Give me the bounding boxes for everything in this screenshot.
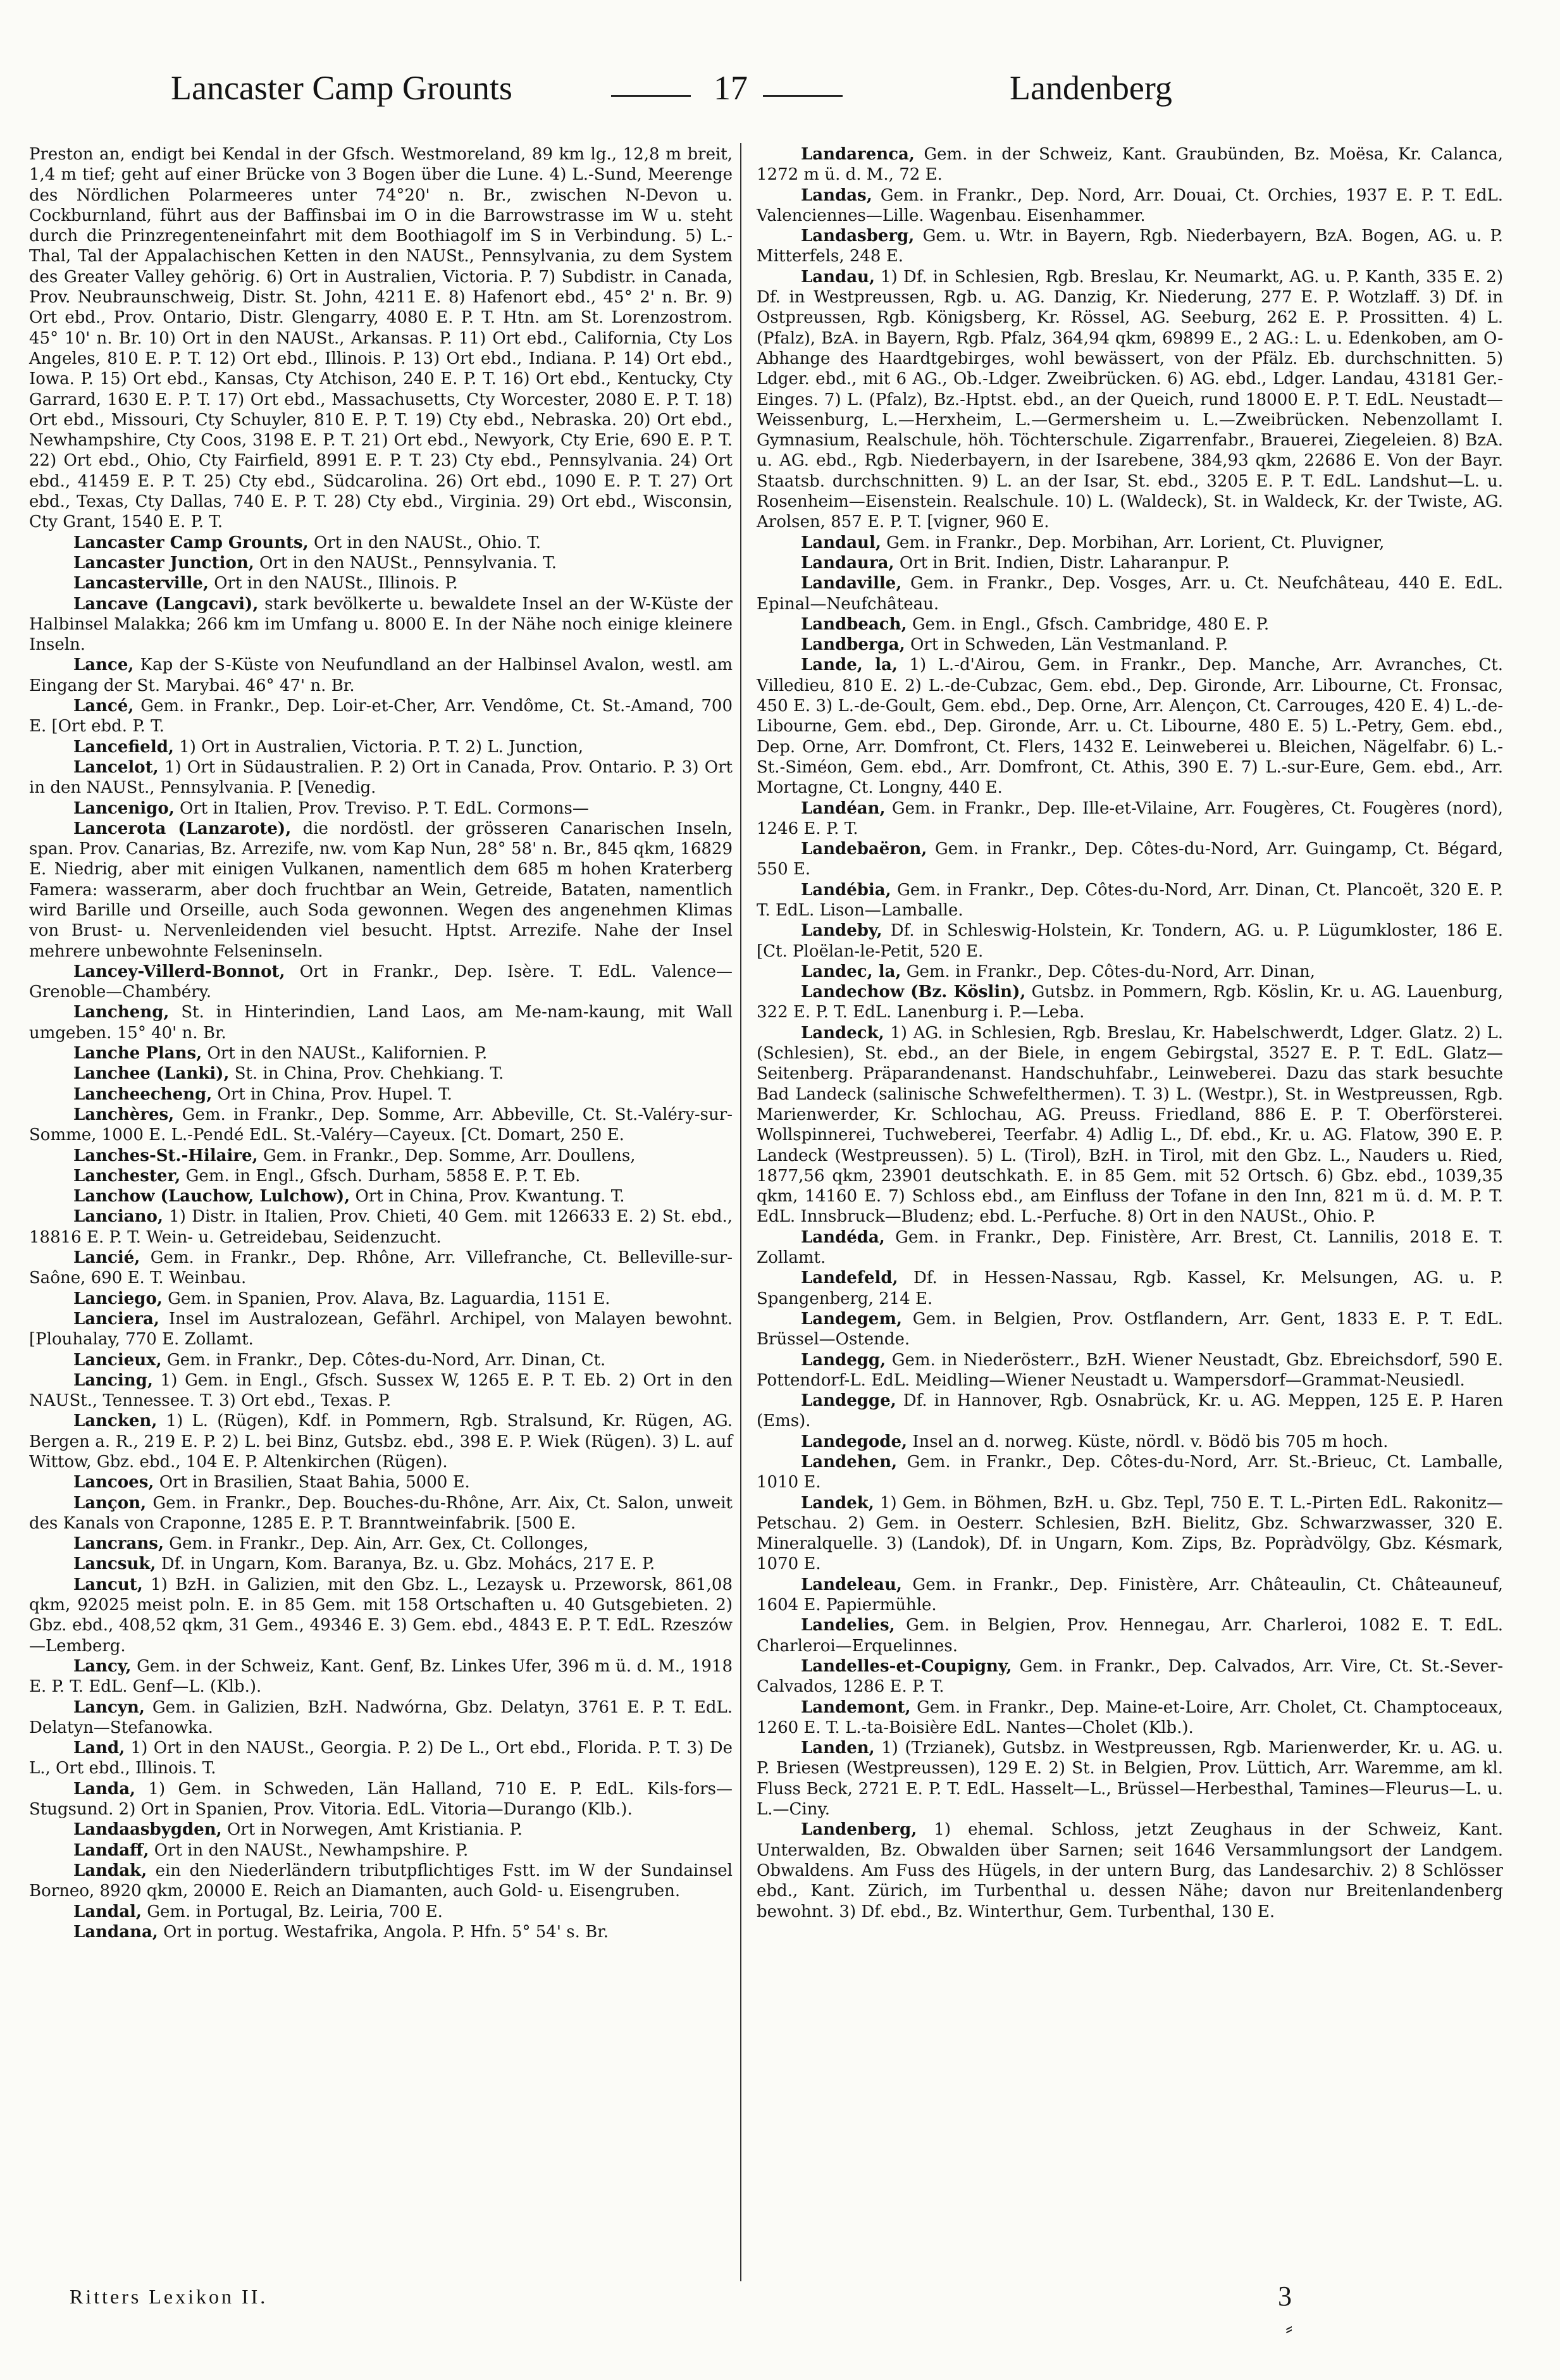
- dictionary-entry: [29, 553, 733, 573]
- entry-headword: Lancoes,: [73, 1473, 154, 1492]
- dictionary-entry: [757, 1452, 1503, 1493]
- entry-headword: Landegode,: [801, 1432, 908, 1451]
- entry-headword: Landegg,: [801, 1350, 886, 1370]
- dictionary-entry: [29, 1248, 733, 1289]
- entry-headword: Landechow (Bz. Köslin),: [801, 982, 1026, 1002]
- entry-text: die nordöstl. der grösseren Canarischen Inseln, span. Prov. Canarias, Bz. Arrezife, nw. vom Kap Nun, 28° 58' n. Br., 845 qkm, 16829 E. Niedrig, aber mit einigen Vulkanen, namentlich dem 685 m hohen Kraterberg Famera: wasserarm, aber doch fruchtbar an Wein, Getreide, Bataten, namentlich wird Barille und Orseille, auch Soda gewonnen. Wegen des angenehmen Klimas von Brust- u. Nervenleidenden viel besucht. Hptst. Arrezife. Nahe der Insel mehrere unbewohnte Felseninseln.: [29, 819, 733, 961]
- entry-headword: Landaville,: [801, 574, 902, 593]
- entry-text: Df. in Hessen-Nassau, Rgb. Kassel, Kr. Melsungen, AG. u. P. Spangenberg, 214 E.: [757, 1268, 1503, 1308]
- entry-headword: Landéan,: [801, 798, 886, 818]
- entry-headword: Landa,: [73, 1779, 136, 1799]
- entry-text: Gem. in Frankr., Dep. Ille-et-Vilaine, Arr. Fougères, Ct. Fougères (nord), 1246 E. P. T.: [757, 798, 1503, 838]
- signature-mark: 3: [1278, 2281, 1292, 2312]
- dictionary-entry: [757, 614, 1503, 635]
- dictionary-entry: [29, 757, 733, 798]
- dictionary-entry: [757, 553, 1503, 573]
- dictionary-entry: [29, 962, 733, 1003]
- entry-headword: Lancheecheng,: [73, 1084, 213, 1104]
- dictionary-entry: [29, 1493, 733, 1534]
- entry-text: Gem. in Galizien, BzH. Nadwórna, Gbz. Delatyn, 3761 E. P. T. EdL. Delatyn—Stefanowka.: [29, 1697, 733, 1737]
- dictionary-entry: [29, 1043, 733, 1063]
- dictionary-entry: [29, 1656, 733, 1697]
- dictionary-entry: [29, 1534, 733, 1554]
- dictionary-entry: [757, 1309, 1503, 1350]
- dictionary-entry: [29, 594, 733, 655]
- entry-text: Gem. in Spanien, Prov. Alava, Bz. Laguardia, 1151 E.: [162, 1289, 610, 1308]
- entry-headword: Land,: [73, 1739, 125, 1758]
- header-dash-left: [611, 95, 691, 97]
- entry-headword: Lancy,: [73, 1656, 132, 1676]
- entry-headword: Landbeach,: [801, 614, 907, 634]
- entry-text: Gem. in Frankr., Dep. Côtes-du-Nord, Arr. Dinan, Ct. Plancoët, 320 E. P. T. EdL. Lison—Lamballe.: [757, 880, 1503, 920]
- entry-headword: Lancsuk,: [73, 1554, 156, 1574]
- entry-headword: Landebaëron,: [801, 840, 927, 859]
- entry-text: ein den Niederländern tributpflichtiges Fstt. im W der Sundainsel Borneo, 8920 qkm, 20000 E. Reich an Diamanten, auch Gold- u. Eisengruben.: [29, 1861, 733, 1901]
- entry-text: 1) Gem. in Engl., Gfsch. Sussex W, 1265 E. P. T. Eb. 2) Ort in den NAUSt., Tennessee. T. 3) Ort ebd., Texas. P.: [29, 1370, 733, 1411]
- dictionary-entry: [757, 635, 1503, 655]
- entry-headword: Lancut,: [73, 1575, 143, 1594]
- entry-text: 1) L.-d'Airou, Gem. in Frankr., Dep. Manche, Arr. Avranches, Ct. Villedieu, 810 E. 2) L.-de-Cubzac, Gem. ebd., Dep. Gironde, Arr. Libourne, Ct. Fronsac, 450 E. 3) L.-de-Goult, Gem. ebd., Dep. Orne, Arr. Alençon, Ct. Carrouges, 420 E. 4) L.-de-Libourne, Gem. ebd., Dep. Gironde, Arr. u. Ct. Libourne, 480 E. 5) L.-Petry, Gem. ebd., Dep. Orne, Arr. Domfront, Ct. Flers, 1432 E. Leinweberei u. Bleichen, Nägelfabr. 6) L.-St.-Siméon, Gem. ebd., Arr. Domfront, Ct. Athis, 390 E. 7) L.-sur-Eure, Gem. ebd., Arr. Mortagne, Ct. Longny, 440 E.: [757, 655, 1503, 798]
- right-column: [757, 144, 1503, 1922]
- dictionary-entry: [757, 1493, 1503, 1575]
- entry-headword: Lanciego,: [73, 1289, 163, 1308]
- entry-text: Insel im Australozean, Gefährl. Archipel, von Malayen bewohnt. [Plouhalay, 770 E. Zollamt.: [29, 1309, 733, 1349]
- entry-headword: Lancave (Langcavi),: [73, 594, 259, 614]
- entry-text: 1) Gem. in Schweden, Län Halland, 710 E. P. EdL. Kils-fors—Stugsund. 2) Ort in Spanien, Prov. Vitoria. EdL. Vitoria—Durango (Klb.).: [29, 1779, 733, 1819]
- entry-text: 1) Df. in Schlesien, Rgb. Breslau, Kr. Neumarkt, AG. u. P. Kanth, 335 E. 2) Df. in Westpreussen, Rgb. u. AG. Danzig, Kr. Niederung, 277 E. P. Wotzlaff. 3) Df. in Ostpreussen, Rgb. Königsberg, Kr. Rössel, AG. Seeburg, 262 E. P. Prossitten. 4) L. (Pfalz), BzA. in Bayern, Rgb. Pfalz, 364,94 qkm, 69899 E., 2 AG.: L. u. Edenkoben, am O-Abhange des Haardtgebirges, wohl bewässert, von der Pfälz. Eb. durchschnitten. 5) Ldger. ebd., mit 6 AG., Ob.-Ldger. Zweibrücken. 6) AG. ebd., Ldger. Landau, 43181 Ger.-Einges. 7) L. (Pfalz), Bz.-Hptst. ebd., an der Queich, rund 18000 E. P. T. EdL. Neustadt—Weissenburg, L.—Herxheim, L.—Germersheim u. L.—Zweibrücken. Nebenzollamt I. Gymnasium, Realschule, höh. Töchterschule. Zigarrenfabr., Brauerei, Ziegeleien. 8) BzA. u. AG. ebd., Rgb. Niederbayern, in der Isarebene, 384,93 qkm, 22686 E. Von der Bayr. Staatsb. durchschnitten. 9) L. an der Isar, St. ebd., 3205 E. P. T. EdL. Landshut—L. u. Rosenheim—Eisenstein. Realschule. 10) L. (Waldeck), St. in Waldeck, Kr. der Twiste, AG. Arolsen, 857 E. P. T. [vigner, 960 E.: [757, 267, 1503, 532]
- dictionary-entry: [29, 1575, 733, 1656]
- entry-text: 1) (Trzianek), Gutsbz. in Westpreussen, Rgb. Marienwerder, Kr. u. AG. u. P. Briesen (Westpreussen), 129 E. 2) St. in Belgien, Prov. Lüttich, Arr. Waremme, am kl. Fluss Beck, 2721 E. P. T. EdL. Hasselt—L., Brüssel—Herbesthal, Tamines—Fleurus—L. u. L.—Ciny.: [757, 1739, 1503, 1819]
- entry-text: Gem. in Frankr., Dep. Rhône, Arr. Villefranche, Ct. Belleville-sur-Saône, 690 E. T. Weinbau.: [29, 1248, 733, 1288]
- entry-text: 1) BzH. in Galizien, mit den Gbz. L., Lezaysk u. Przeworsk, 861,08 qkm, 92025 meist poln. E. in 85 Gem. mit 158 Ortschaften u. 40 Gutsgebieten. 2) Gbz. ebd., 408,52 qkm, 31 Gem., 49346 E. 3) Gem. ebd., 4843 E. P. T. EdL. Rzeszów—Lemberg.: [29, 1575, 733, 1656]
- entry-headword: Lancey-Villerd-Bonnot,: [73, 962, 285, 981]
- entry-text: Insel an d. norweg. Küste, nördl. v. Bödö bis 705 m hoch.: [907, 1432, 1389, 1451]
- dictionary-entry: [29, 737, 733, 757]
- entry-text: Ort in den NAUSt., Illinois. P.: [208, 574, 458, 593]
- entry-text: Gem. in Belgien, Prov. Hennegau, Arr. Charleroi, 1082 E. T. EdL. Charleroi—Erquelinnes.: [757, 1616, 1503, 1656]
- entry-text: Gem. in Engl., Gfsch. Cambridge, 480 E. P.: [907, 614, 1270, 634]
- entry-text: Gem. in Frankr., Dep. Finistère, Arr. Brest, Ct. Lannilis, 2018 E. T. Zollamt.: [757, 1227, 1503, 1268]
- entry-headword: Lancé,: [73, 697, 134, 716]
- entry-text: 1) Ort in Südaustralien. P. 2) Ort in Canada, Prov. Ontario. P. 3) Ort in den NAUSt., Pennsylvania. P. [Venedig.: [29, 757, 733, 798]
- dictionary-entry: [29, 1002, 733, 1043]
- entry-text: Ort in Brit. Indien, Distr. Laharanpur. P.: [894, 553, 1230, 573]
- entry-headword: Lancasterville,: [73, 574, 209, 593]
- entry-headword: Lanchères,: [73, 1105, 175, 1124]
- entry-headword: Landéda,: [801, 1227, 885, 1247]
- entry-headword: Landas,: [801, 185, 872, 205]
- page-footer: [70, 2281, 1525, 2340]
- dictionary-entry: [757, 1023, 1503, 1227]
- dictionary-entry: [29, 1309, 733, 1350]
- entry-headword: Lanchester,: [73, 1166, 181, 1186]
- running-header: [0, 68, 1560, 125]
- dictionary-entry: [29, 1084, 733, 1105]
- dictionary-entry: [29, 1779, 733, 1820]
- dictionary-entry: [757, 1268, 1503, 1309]
- entry-text: Gem. in Frankr., Dep. Somme, Arr. Doullens,: [257, 1146, 636, 1165]
- entry-headword: Landec, la,: [801, 962, 901, 981]
- entry-text: 1) Distr. in Italien, Prov. Chieti, 40 Gem. mit 126633 E. 2) St. ebd., 18816 E. P. T. Wein- u. Getreidebau, Seidenzucht.: [29, 1207, 733, 1247]
- entry-headword: Lancelot,: [73, 757, 159, 777]
- entry-headword: Landelles-et-Coupigny,: [801, 1656, 1012, 1676]
- entry-text: stark bevölkerte u. bewaldete Insel an der W-Küste der Halbinsel Malakka; 266 km im Umfang u. 8000 E. In der Nähe noch einige kleinere Inseln.: [29, 594, 733, 655]
- entry-headword: Landal,: [73, 1902, 142, 1921]
- dictionary-entry: [29, 655, 733, 696]
- entry-text: 1) Ort in den NAUSt., Georgia. P. 2) De L., Ort ebd., Florida. P. T. 3) De L., Ort ebd., Illinois. T.: [29, 1739, 733, 1778]
- dictionary-entry: [757, 1350, 1503, 1391]
- dictionary-entry: [29, 1289, 733, 1309]
- entry-headword: Lancrans,: [73, 1534, 164, 1554]
- entry-text: Gem. in Portugal, Bz. Leiria, 700 E.: [142, 1902, 443, 1921]
- dictionary-entry: [757, 1819, 1503, 1921]
- dictionary-entry: [757, 1575, 1503, 1616]
- dictionary-entry: [757, 1227, 1503, 1268]
- dictionary-entry: [757, 962, 1503, 982]
- entry-text: Gem. in Niederösterr., BzH. Wiener Neustadt, Gbz. Ebreichsdorf, 590 E. Pottendorf-L. EdL. Meidling—Wiener Neustadt u. Wampersdorf—Grammat-Neusiedl.: [757, 1350, 1503, 1390]
- entry-headword: Lanchow (Lauchow, Lulchow),: [73, 1187, 350, 1206]
- entry-headword: Lancaster Junction,: [73, 553, 254, 573]
- dictionary-entry: [29, 1697, 733, 1739]
- entry-text: Preston an, endigt bei Kendal in der Gfsch. Westmoreland, 89 km lg., 12,8 m breit, 1,4 m tief; geht auf einer Brücke von 3 Bogen über die Lune. 4) L.-Sund, Meerenge des Nördlichen Polarmeeres unter 74°20' n. Br., zwischen N-Devon u. Cockburnland, führt aus der Baffinsbai im O in die Barrowstrasse im W u. steht durch die Prinzregenteneinfahrt mit dem Boothiagolf im S in Verbindung. 5) L.-Thal, Tal der Appalachischen Ketten in den NAUSt., Pennsylvania, zu dem System des Greater Valley gehörig. 6) Ort in Australien, Victoria. P. 7) Subdistr. in Canada, Prov. Neubraunschweig, Distr. St. John, 4211 E. 8) Hafenort ebd., 45° 2' n. Br. 9) Ort ebd., Prov. Ontario, Distr. Glengarry, 4080 E. P. T. Htn. am St. Lorenzostrom. 45° 10' n. Br. 10) Ort in den NAUSt., Arkansas. P. 11) Ort ebd., California, Cty Los Angeles, 810 E. P. T. 12) Ort ebd., Illinois. P. 13) Ort ebd., Indiana. P. 14) Ort ebd., Iowa. P. 15) Ort ebd., Kansas, Cty Atchison, 240 E. P. T. 16) Ort ebd., Kentucky, Cty Garrard, 1630 E. P. T. 17) Ort ebd., Massachusetts, Cty Worcester, 2080 E. P. T. 18) Ort ebd., Missouri, Cty Schuyler, 810 E. P. T. 19) Cty ebd., Nebraska. 20) Ort ebd., Newhampshire, Cty Coos, 3198 E. P. T. 21) Ort ebd., Newyork, Cty Erie, 690 E. P. T. 22) Ort ebd., Ohio, Cty Fairfield, 8991 E. P. T. 23) Cty ebd., Pennsylvania. 24) Ort ebd., 41459 E. P. T. 25) Cty ebd., Südcarolina. 26) Ort ebd., 1090 E. P. T. 27) Ort ebd., Texas, Cty Dallas, 740 E. P. T. 28) Cty ebd., Virginia. 29) Ort ebd., Wisconsin, Cty Grant, 1540 E. P. T.: [29, 145, 733, 532]
- dictionary-entry: [757, 144, 1503, 185]
- entry-headword: Landeleau,: [801, 1575, 902, 1594]
- entry-headword: Landaff,: [73, 1840, 149, 1860]
- entry-text: Ort in Italien, Prov. Treviso. P. T. EdL. Cormons—: [174, 798, 589, 818]
- dictionary-entry: [29, 1105, 733, 1146]
- dictionary-entry: [757, 920, 1503, 962]
- dictionary-entry: [757, 533, 1503, 553]
- entry-headword: Landébia,: [801, 880, 891, 900]
- entry-headword: Landarenca,: [801, 145, 915, 164]
- entry-headword: Landana,: [73, 1922, 158, 1942]
- entry-text: Gem. in der Schweiz, Kant. Genf, Bz. Linkes Ufer, 396 m ü. d. M., 1918 E. P. T. EdL. Genf—L. (Klb.).: [29, 1656, 733, 1697]
- entry-text: Df. in Schleswig-Holstein, Kr. Tondern, AG. u. P. Lügumkloster, 186 E. [Ct. Ploëlan-le-Petit, 520 E.: [757, 921, 1503, 961]
- entry-headword: Lanches-St.-Hilaire,: [73, 1146, 258, 1165]
- entry-text: Df. in Hannover, Rgb. Osnabrück, Kr. u. AG. Meppen, 125 E. P. Haren (Ems).: [757, 1391, 1503, 1431]
- entry-text: Gem. in Frankr., Dep. Côtes-du-Nord, Arr. Guingamp, Ct. Bégard, 550 E.: [757, 840, 1503, 879]
- entry-text: 1) AG. in Schlesien, Rgb. Breslau, Kr. Habelschwerdt, Ldger. Glatz. 2) L. (Schlesien), St. ebd., an der Biele, in engem Gebirgstal, 3527 E. P. T. EdL. Glatz—Seitenberg. Präparandenanst. Handschuhfabr., Leinweberei. Dazu das stark besuchte Bad Landeck (salinische Schwefelthermen). T. 3) L. (Westpr.), St. in Westpreussen, Rgb. Marienwerder, Kr. Schlochau, AG. Preuss. Friedland, 886 E. P. T. Oberförsterei. Wollspinnerei, Tuchweberei, Teerfabr. 4) Adlig L., Df. ebd., Kr. u. AG. Flatow, 390 E. P. Landeck (Westpreussen). 5) L. (Tirol), BzH. in Tirol, mit den Gbz. L., Nauders u. Ried, 1877,56 qkm, 23901 deutschkath. E. in 85 Gem. mit 52 Ortsch. 6) Gbz. ebd., 1039,35 qkm, 14160 E. 7) Schloss ebd., am Einfluss der Tofane in den Inn, 821 m ü. d. M. P. T. EdL. Innsbruck—Bludenz; ebd. L.-Perfuche. 8) Ort in den NAUSt., Ohio. P.: [757, 1023, 1503, 1227]
- dictionary-entry: [757, 1432, 1503, 1452]
- entry-headword: Landaul,: [801, 533, 881, 552]
- entry-headword: Landak,: [73, 1861, 147, 1880]
- entry-headword: Lande, la,: [801, 655, 898, 675]
- dictionary-entry: [29, 1166, 733, 1186]
- entry-headword: Landeby,: [801, 921, 882, 941]
- entry-headword: Landenberg,: [801, 1820, 917, 1840]
- entry-text: Ort in Frankr., Dep. Isère. T. EdL. Valence—Grenoble—Chambéry.: [29, 962, 733, 1002]
- dictionary-entry: [757, 798, 1503, 840]
- dictionary-entry: [757, 1391, 1503, 1432]
- entry-headword: Landegem,: [801, 1309, 903, 1329]
- entry-headword: Lançon,: [73, 1493, 147, 1513]
- dictionary-entry: [757, 1656, 1503, 1697]
- dictionary-entry: [29, 573, 733, 593]
- entry-text: Ort in Norwegen, Amt Kristiania. P.: [221, 1820, 523, 1840]
- entry-text: 1) ehemal. Schloss, jetzt Zeughaus in der Schweiz, Kant. Unterwalden, Bz. Obwalden über Sarnen; seit 1646 Versammlungsort der Landgem. Obwaldens. Am Fuss des Hügels, in der untern Burg, das Landesarchiv. 2) 8 Schlösser ebd., Kant. Zürich, im Turbenthal u. dessen Nähe; davon nur Breitenlandenberg bewohnt. 3) Df. ebd., Bz. Winterthur, Gem. Turbenthal, 130 E.: [757, 1820, 1503, 1921]
- dictionary-entry: [757, 1615, 1503, 1656]
- dictionary-entry: [29, 1840, 733, 1861]
- entry-headword: Landasberg,: [801, 226, 915, 246]
- left-column: [29, 144, 733, 1942]
- dictionary-entry: [757, 880, 1503, 921]
- entry-headword: Landaura,: [801, 553, 895, 573]
- page-number: 17: [714, 69, 748, 107]
- entry-text: Ort in den NAUSt., Pennsylvania. T.: [254, 553, 557, 573]
- entry-text: Kap der S-Küste von Neufundland an der Halbinsel Avalon, westl. am Eingang der St. Marybai. 46° 47' n. Br.: [29, 655, 733, 695]
- header-left-term: Lancaster Camp Grounts: [171, 69, 512, 107]
- entry-headword: Lancefield,: [73, 737, 174, 757]
- dictionary-entry: [29, 1738, 733, 1779]
- entry-text: Gem. in Frankr., Dep. Côtes-du-Nord, Arr. St.-Brieuc, Ct. Lamballe, 1010 E.: [757, 1453, 1503, 1492]
- entry-headword: Lance,: [73, 655, 134, 675]
- entry-text: Gem. in Frankr., Dep. Bouches-du-Rhône, Arr. Aix, Ct. Salon, unweit des Kanals von Craponne, 1285 E. P. T. Branntweinfabrik. [500 E.: [29, 1493, 733, 1533]
- entry-text: Gem. in Frankr., Dep. Calvados, Arr. Vire, Ct. St.-Sever-Calvados, 1286 E. P. T.: [757, 1656, 1503, 1697]
- entry-text: Gutsbz. in Pommern, Rgb. Köslin, Kr. u. AG. Lauenburg, 322 E. P. T. EdL. Lanenburg i. P.—Leba.: [757, 982, 1503, 1022]
- entry-text: St. in Hinterindien, Land Laos, am Me-nam-kaung, mit Wall umgeben. 15° 40' n. Br.: [29, 1003, 733, 1043]
- entry-text: Gem. in Frankr., Dep. Somme, Arr. Abbeville, Ct. St.-Valéry-sur-Somme, 1000 E. L.-Pendé EdL. St.-Valéry—Cayeux. [Ct. Domart, 250 E.: [29, 1105, 733, 1145]
- header-dash-right: [763, 95, 843, 97]
- entry-text: Gem. in Belgien, Prov. Ostflandern, Arr. Gent, 1833 E. P. T. EdL. Brüssel—Ostende.: [757, 1309, 1503, 1349]
- column-divider: [740, 143, 741, 2281]
- footer-volume: Ritters Lexikon II.: [70, 2285, 268, 2308]
- entry-text: Ort in portug. Westafrika, Angola. P. Hfn. 5° 54' s. Br.: [158, 1922, 609, 1942]
- dictionary-entry: [29, 144, 733, 533]
- entry-text: 1) L. (Rügen), Kdf. in Pommern, Rgb. Stralsund, Kr. Rügen, AG. Bergen a. R., 219 E. P. 2) L. bei Binz, Gutsbz. ebd., 398 E. P. Wiek (Rügen). 3) L. auf Wittow, Gbz. ebd., 104 E. P. Altenkirchen (Rügen).: [29, 1411, 733, 1472]
- entry-text: Df. in Ungarn, Kom. Baranya, Bz. u. Gbz. Mohács, 217 E. P.: [156, 1554, 655, 1574]
- dictionary-entry: [29, 798, 733, 819]
- dictionary-entry: [757, 226, 1503, 267]
- entry-text: Gem. in Frankr., Dep. Loir-et-Cher, Arr. Vendôme, Ct. St.-Amand, 700 E. [Ort ebd. P. T.: [29, 697, 733, 736]
- entry-text: Gem. in Frankr., Dep. Côtes-du-Nord, Arr. Dinan, Ct.: [161, 1350, 606, 1370]
- dictionary-entry: [29, 819, 733, 962]
- dictionary-entry: [29, 1063, 733, 1084]
- header-right-term: Landenberg: [1010, 69, 1172, 107]
- entry-headword: Lancaster Camp Grounts,: [73, 533, 309, 552]
- entry-text: Gem. in Engl., Gfsch. Durham, 5858 E. P. T. Eb.: [180, 1166, 581, 1186]
- entry-headword: Landemont,: [801, 1697, 911, 1717]
- entry-text: Ort in den NAUSt., Ohio. T.: [308, 533, 542, 552]
- entry-text: Gem. in Frankr., Dep. Côtes-du-Nord, Arr. Dinan,: [901, 962, 1316, 981]
- entry-text: 1) Gem. in Böhmen, BzH. u. Gbz. Tepl, 750 E. T. L.-Pirten EdL. Rakonitz—Petschau. 2) Gem. in Oesterr. Schlesien, BzH. Bielitz, Gbz. Schwarzwasser, 320 E. Mineralquelle. 3) (Landok), Df. in Ungarn, Kom. Zips, Bz. Popràdvölgy, Gbz. Késmark, 1070 E.: [757, 1493, 1503, 1574]
- entry-text: Gem. u. Wtr. in Bayern, Rgb. Niederbayern, BzA. Bogen, AG. u. P. Mitterfels, 248 E.: [757, 226, 1503, 266]
- entry-headword: Lanciano,: [73, 1207, 163, 1227]
- entry-headword: Landeck,: [801, 1023, 884, 1043]
- entry-text: St. in China, Prov. Chehkiang. T.: [229, 1064, 504, 1084]
- entry-text: Ort in den NAUSt., Kalifornien. P.: [202, 1044, 488, 1063]
- dictionary-entry: [29, 1554, 733, 1574]
- dictionary-entry: [29, 1370, 733, 1411]
- dictionary-entry: [29, 1146, 733, 1166]
- dictionary-entry: [757, 982, 1503, 1023]
- dictionary-entry: [757, 655, 1503, 798]
- dictionary-entry: [29, 696, 733, 737]
- dictionary-entry: [29, 1411, 733, 1472]
- dictionary-entry: [29, 1350, 733, 1370]
- printer-mark: ⸗: [1285, 2317, 1296, 2340]
- entry-text: Gem. in Frankr., Dep. Vosges, Arr. u. Ct. Neufchâteau, 440 E. EdL. Epinal—Neufchâteau.: [757, 574, 1503, 614]
- entry-headword: Landaasbygden,: [73, 1820, 222, 1840]
- entry-headword: Landen,: [801, 1739, 875, 1758]
- entry-headword: Lancyn,: [73, 1697, 145, 1717]
- dictionary-entry: [29, 1902, 733, 1922]
- entry-text: Gem. in Frankr., Dep. Morbihan, Arr. Lorient, Ct. Pluvigner,: [881, 533, 1385, 552]
- entry-headword: Lanchee (Lanki),: [73, 1064, 230, 1084]
- dictionary-entry: [757, 267, 1503, 533]
- dictionary-entry: [29, 1861, 733, 1902]
- entry-headword: Lancing,: [73, 1370, 153, 1390]
- entry-headword: Lancheng,: [73, 1003, 170, 1022]
- dictionary-entry: [757, 573, 1503, 614]
- entry-text: Gem. in Frankr., Dep. Ain, Arr. Gex, Ct. Collonges,: [164, 1534, 589, 1554]
- entry-text: 1) Ort in Australien, Victoria. P. T. 2) L. Junction,: [173, 737, 584, 757]
- entry-text: Ort in China, Prov. Kwantung. T.: [350, 1187, 625, 1206]
- dictionary-entry: [29, 533, 733, 553]
- entry-headword: Lancieux,: [73, 1350, 162, 1370]
- dictionary-entry: [29, 1819, 733, 1840]
- entry-text: Gem. in Frankr., Dep. Maine-et-Loire, Arr. Cholet, Ct. Champtoceaux, 1260 E. T. L.-ta-Boisière EdL. Nantes—Cholet (Klb.).: [757, 1697, 1503, 1737]
- entry-text: Ort in Brasilien, Staat Bahia, 5000 E.: [154, 1473, 470, 1492]
- entry-text: Ort in Schweden, Län Vestmanland. P.: [905, 635, 1229, 655]
- entry-headword: Lancken,: [73, 1411, 158, 1431]
- entry-headword: Lancenigo,: [73, 798, 175, 818]
- entry-headword: Landek,: [801, 1493, 874, 1513]
- dictionary-entry: [757, 1697, 1503, 1739]
- entry-headword: Landberga,: [801, 635, 905, 655]
- entry-text: Gem. in der Schweiz, Kant. Graubünden, Bz. Moësa, Kr. Calanca, 1272 m ü. d. M., 72 E.: [757, 145, 1503, 185]
- entry-headword: Landegge,: [801, 1391, 896, 1411]
- dictionary-entry: [29, 1206, 733, 1248]
- entry-headword: Landehen,: [801, 1453, 898, 1472]
- entry-headword: Lancié,: [73, 1248, 140, 1268]
- dictionary-entry: [757, 1738, 1503, 1819]
- dictionary-entry: [757, 839, 1503, 880]
- dictionary-entry: [29, 1922, 733, 1942]
- dictionary-entry: [29, 1472, 733, 1492]
- entry-headword: Landelies,: [801, 1616, 895, 1635]
- entry-headword: Landau,: [801, 267, 876, 287]
- entry-text: Ort in den NAUSt., Newhampshire. P.: [149, 1840, 469, 1860]
- entry-text: Gem. in Frankr., Dep. Nord, Arr. Douai, Ct. Orchies, 1937 E. P. T. EdL. Valenciennes—Lille. Wagenbau. Eisenhammer.: [757, 185, 1503, 225]
- dictionary-entry: [757, 185, 1503, 226]
- entry-headword: Lanciera,: [73, 1309, 159, 1329]
- entry-headword: Lancerota (Lanzarote),: [73, 819, 292, 838]
- entry-text: Gem. in Frankr., Dep. Finistère, Arr. Châteaulin, Ct. Châteauneuf, 1604 E. Papiermühle.: [757, 1575, 1503, 1615]
- entry-text: Ort in China, Prov. Hupel. T.: [212, 1084, 452, 1104]
- entry-headword: Lanche Plans,: [73, 1044, 202, 1063]
- entry-headword: Landefeld,: [801, 1268, 898, 1288]
- dictionary-entry: [29, 1186, 733, 1206]
